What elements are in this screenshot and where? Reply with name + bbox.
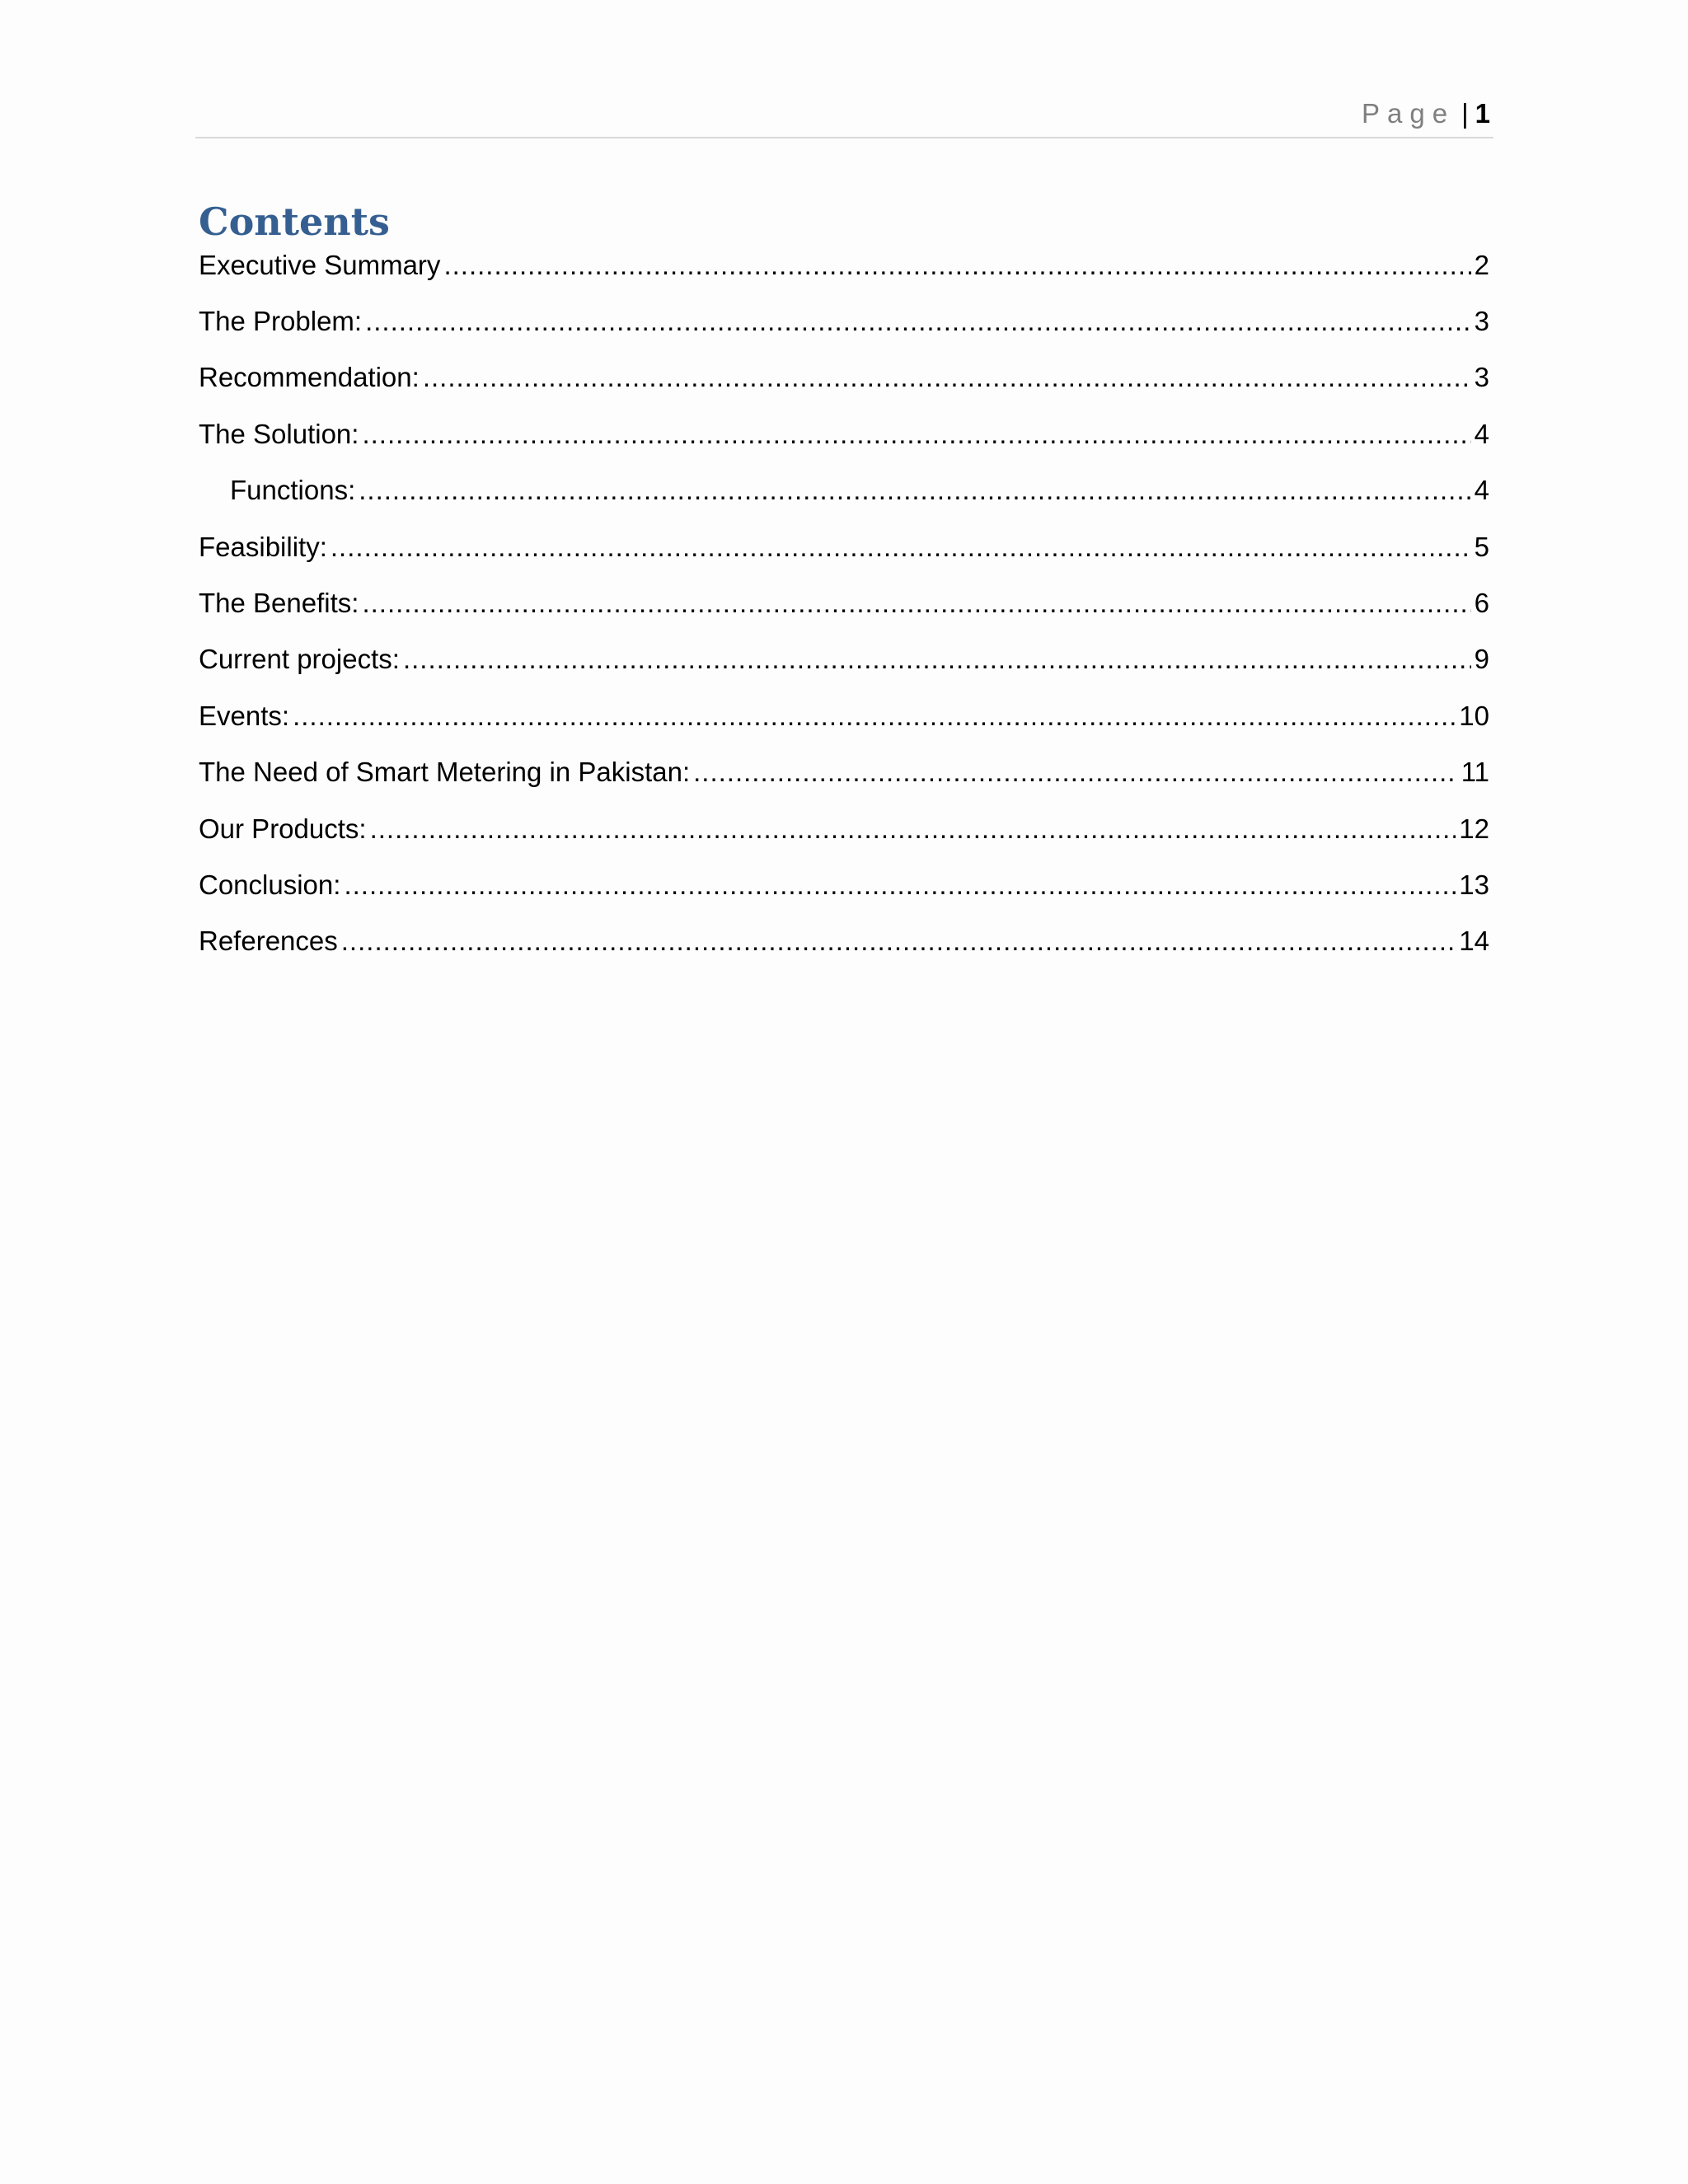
toc-entry-events[interactable]	[199, 700, 1489, 756]
toc-entry-our-products[interactable]	[199, 813, 1489, 869]
toc-entry-label: Our Products:	[199, 813, 367, 844]
toc-entry-current-projects[interactable]	[199, 643, 1489, 699]
toc-entry-label: Recommendation:	[199, 362, 420, 393]
toc-entry-page: 4	[1474, 475, 1489, 506]
page-label: Page	[1361, 98, 1456, 129]
toc-entry-page: 10	[1459, 700, 1489, 731]
page-separator: |	[1461, 98, 1469, 129]
table-of-contents	[199, 194, 1489, 982]
page-number: 1	[1475, 98, 1490, 129]
toc-dot-leader	[331, 531, 1471, 564]
toc-entry-page: 11	[1461, 757, 1489, 788]
toc-dot-leader	[693, 756, 1458, 789]
toc-entry-page: 3	[1474, 362, 1489, 393]
toc-entry-page: 3	[1474, 306, 1489, 336]
toc-entry-references[interactable]	[199, 925, 1489, 981]
toc-entry-page: 5	[1474, 531, 1489, 562]
toc-entry-page: 4	[1474, 418, 1489, 449]
toc-dot-leader	[403, 643, 1471, 676]
toc-dot-leader	[423, 361, 1471, 394]
toc-entry-executive-summary[interactable]	[199, 249, 1489, 305]
toc-entry-label: The Benefits:	[199, 587, 359, 618]
toc-entry-feasibility[interactable]	[199, 531, 1489, 587]
toc-dot-leader	[370, 813, 1456, 846]
toc-entry-label: The Problem:	[199, 306, 363, 336]
toc-entry-page: 9	[1474, 644, 1489, 675]
toc-entry-page: 14	[1459, 926, 1489, 957]
toc-entry-label: The Solution:	[199, 418, 359, 449]
toc-entry-label: The Need of Smart Metering in Pakistan:	[199, 757, 691, 788]
toc-dot-leader	[341, 925, 1456, 958]
toc-dot-leader	[362, 587, 1470, 620]
toc-entry-functions[interactable]	[199, 474, 1489, 530]
toc-entry-smart-metering-need[interactable]	[199, 756, 1489, 812]
toc-entry-page: 12	[1459, 813, 1489, 844]
toc-entry-label: Current projects:	[199, 644, 400, 675]
toc-entry-label: Executive Summary	[199, 250, 441, 280]
toc-entry-label: Functions:	[230, 475, 356, 506]
toc-dot-leader	[359, 474, 1470, 507]
toc-dot-leader	[365, 305, 1471, 338]
toc-dot-leader	[344, 869, 1456, 902]
toc-entry-page: 2	[1474, 250, 1489, 280]
toc-entry-label: Conclusion:	[199, 869, 341, 900]
toc-title: Contents	[199, 199, 390, 244]
toc-entry-the-benefits[interactable]	[199, 587, 1489, 643]
toc-entry-label: Feasibility:	[199, 531, 327, 562]
toc-dot-leader	[362, 418, 1470, 451]
toc-entry-page: 6	[1474, 587, 1489, 618]
toc-entry-label: References	[199, 926, 338, 957]
toc-entry-the-solution[interactable]	[199, 418, 1489, 474]
toc-entry-the-problem[interactable]	[199, 305, 1489, 361]
toc-list	[199, 249, 1489, 982]
toc-dot-leader	[443, 249, 1470, 282]
toc-entry-recommendation[interactable]	[199, 361, 1489, 417]
page-header	[195, 97, 1493, 138]
toc-entry-page: 13	[1459, 869, 1489, 900]
toc-entry-label: Events:	[199, 700, 290, 731]
toc-entry-conclusion[interactable]	[199, 869, 1489, 925]
toc-dot-leader	[293, 700, 1456, 733]
